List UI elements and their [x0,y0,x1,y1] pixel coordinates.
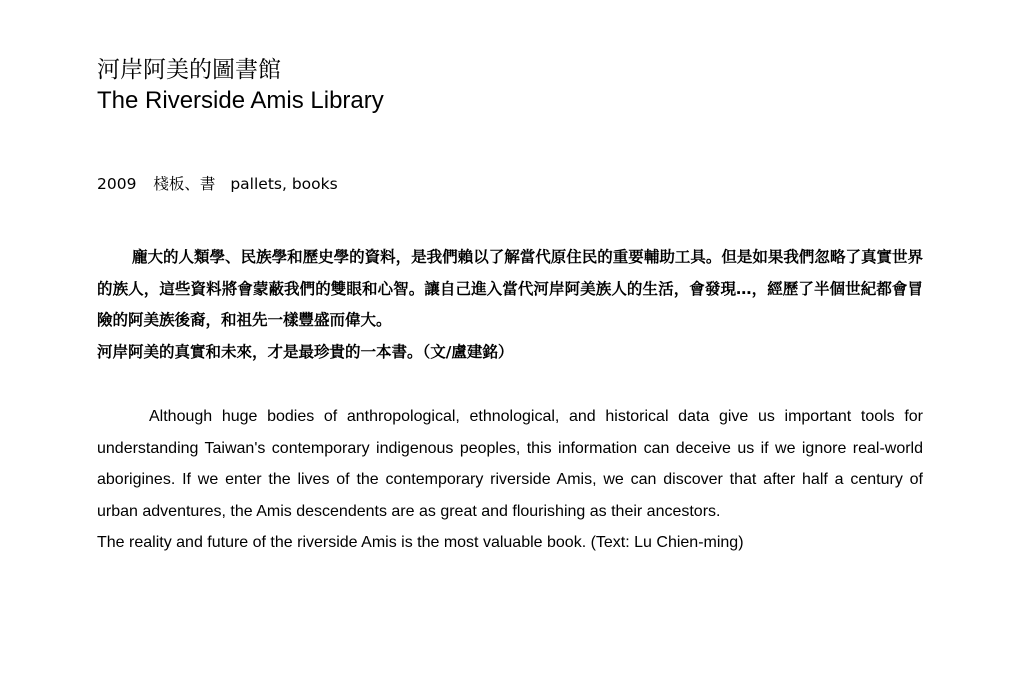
description-english [97,401,923,559]
description-english-paragraph: Although huge bodies of anthropological, ethnological, and historical data give us important tools for understanding Taiwan's contemporary indigenous peoples, this information can deceive us if we ignore real-world aborigines. If we enter the lives of the contemporary riverside Amis, we can discover that after half a century of urban adventures, the Amis descendents are as great and flourishing as their ancestors. [97,408,923,520]
description-chinese [97,242,923,368]
document-page [97,55,923,559]
artwork-meta [97,173,923,195]
materials-english: pallets, books [230,175,338,193]
materials-chinese: 棧板、書 [153,175,216,193]
description-chinese-paragraph: 龐大的人類學、民族學和歷史學的資料，是我們賴以了解當代原住民的重要輔助工具。但是如果我們忽略了真實世界的族人，這些資料將會蒙蔽我們的雙眼和心智。讓自己進入當代河岸阿美族人的生活，會發現…，經歷了半個世紀都會冒險的阿美族後裔，和祖先一樣豐盛而偉大。 [97,248,923,329]
artwork-year: 2009 [97,175,137,193]
description-english-closing: The reality and future of the riverside Amis is the most valuable book. (Text: Lu Chien-ming) [97,534,744,552]
page-title-english: The Riverside Amis Library [97,87,384,114]
page-title-chinese: 河岸阿美的圖書館 [97,57,281,83]
description-chinese-closing: 河岸阿美的真實和未來，才是最珍貴的一本書。（文/盧建銘） [97,342,514,361]
